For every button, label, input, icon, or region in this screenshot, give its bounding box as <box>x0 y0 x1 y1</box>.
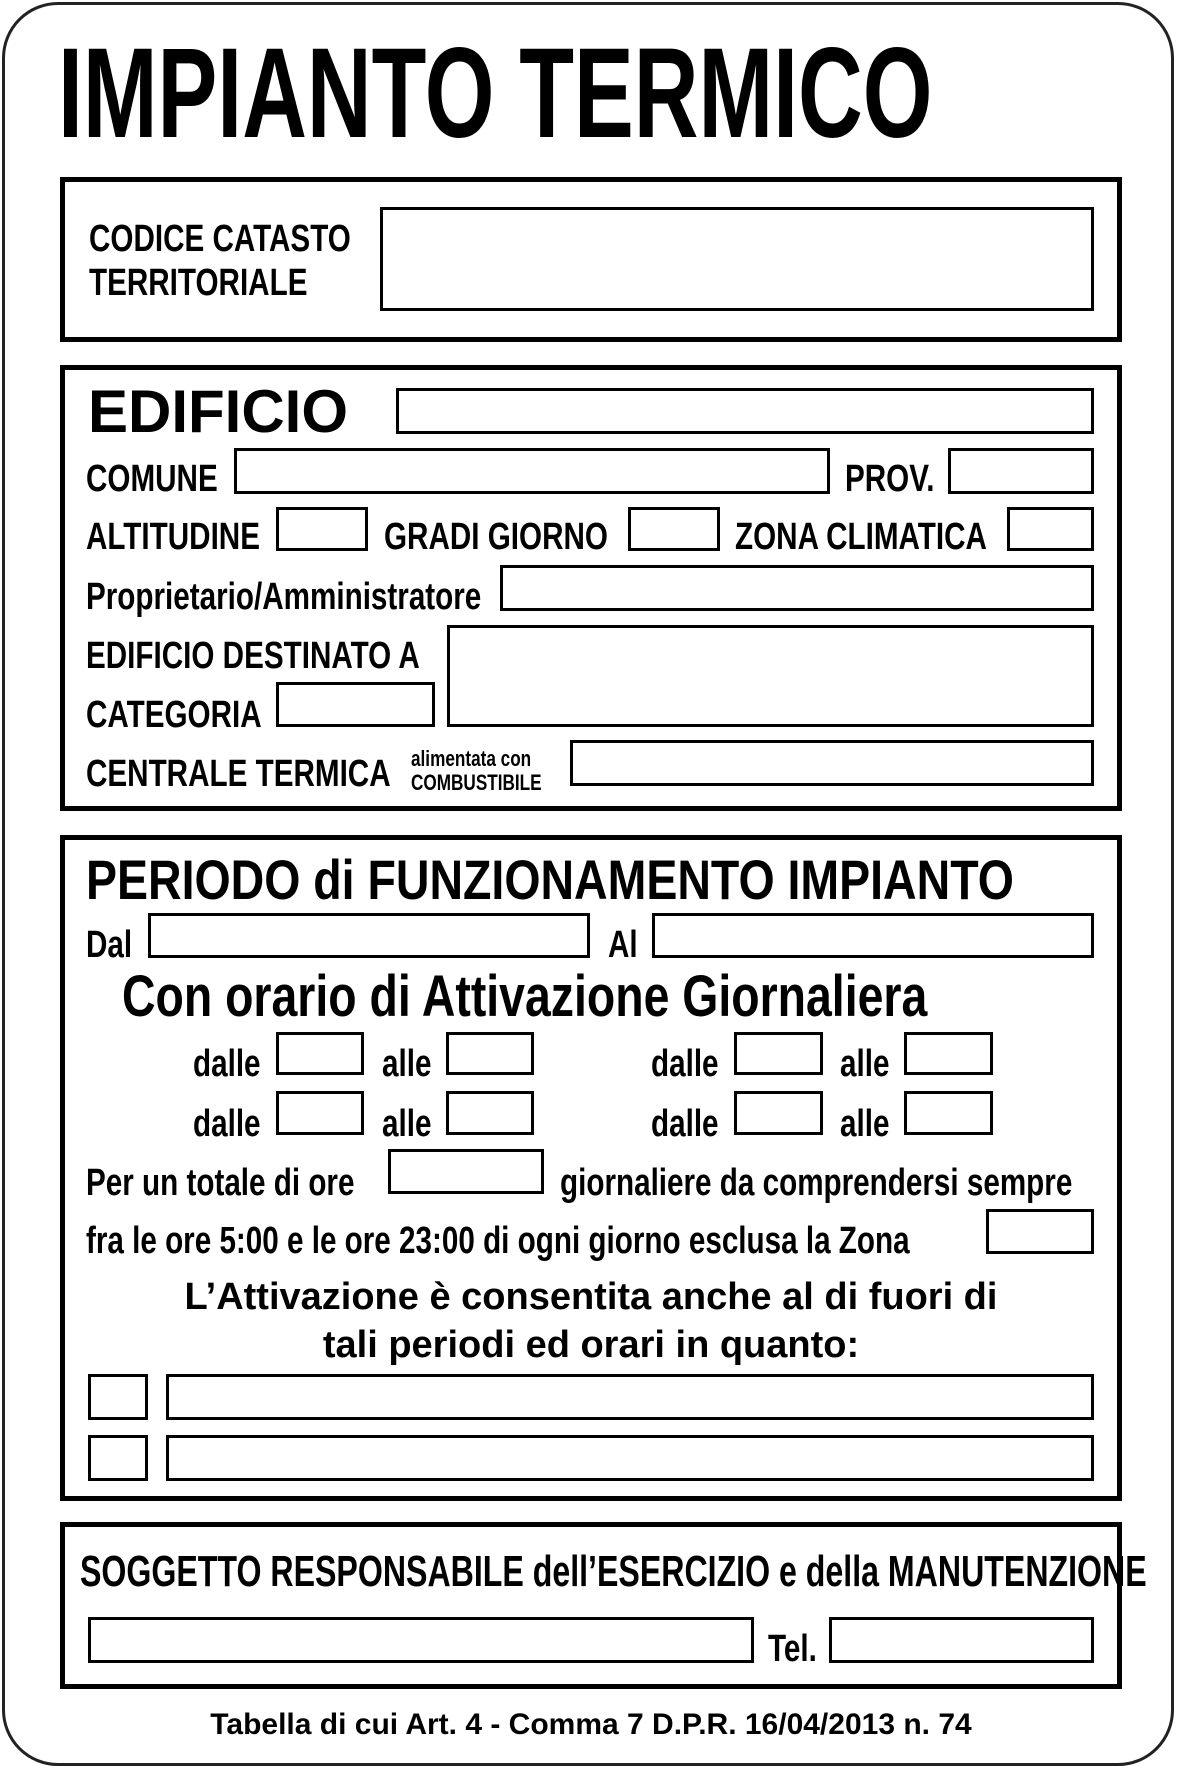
dalle-label: dalle <box>193 1043 261 1085</box>
alle-input[interactable] <box>904 1091 993 1135</box>
orario-heading: Con orario di Attivazione Giornaliera <box>122 964 928 1029</box>
al-input[interactable] <box>652 913 1094 958</box>
fra-le-ore-label: fra le ore 5:00 e le ore 23:00 di ogni giorno esclusa la Zona <box>86 1220 910 1262</box>
centrale-termica-label: CENTRALE TERMICA <box>86 753 391 795</box>
alle-input[interactable] <box>446 1032 534 1075</box>
footer-reference: Tabella di cui Art. 4 - Comma 7 D.P.R. 16/04/2013 n. 74 <box>210 1708 972 1741</box>
prov-input[interactable] <box>948 448 1094 494</box>
attivazione-line2: tali periodi ed orari in quanto: <box>322 1324 860 1366</box>
dalle-input[interactable] <box>276 1032 364 1075</box>
page-title: IMPIANTO TERMICO <box>58 22 933 165</box>
edificio-name-input[interactable] <box>396 388 1094 434</box>
dal-input[interactable] <box>148 913 590 958</box>
motivo-checkbox[interactable] <box>88 1435 148 1481</box>
alle-label: alle <box>840 1103 890 1145</box>
dalle-label: dalle <box>651 1103 719 1145</box>
destinato-input[interactable] <box>447 625 1094 727</box>
destinato-label: EDIFICIO DESTINATO A <box>86 635 420 677</box>
catasto-label-line2: TERRITORIALE <box>89 262 308 304</box>
dalle-input[interactable] <box>734 1091 823 1135</box>
gradi-giorno-input[interactable] <box>628 507 720 551</box>
al-label: Al <box>608 924 638 966</box>
altitudine-input[interactable] <box>276 507 368 551</box>
alle-label: alle <box>382 1103 432 1145</box>
catasto-input[interactable] <box>380 207 1094 311</box>
zona-climatica-label: ZONA CLIMATICA <box>735 516 987 558</box>
alle-input[interactable] <box>904 1032 993 1075</box>
tel-input[interactable] <box>829 1617 1094 1663</box>
comune-label: COMUNE <box>86 458 218 500</box>
categoria-input[interactable] <box>276 682 435 727</box>
comune-input[interactable] <box>234 448 830 494</box>
zona-climatica-input[interactable] <box>1007 507 1094 551</box>
alimentata-label: alimentata con <box>411 746 532 771</box>
alle-label: alle <box>840 1043 890 1085</box>
categoria-label: CATEGORIA <box>86 694 262 736</box>
alle-label: alle <box>382 1043 432 1085</box>
totale-ore-input[interactable] <box>388 1149 544 1194</box>
proprietario-label: Proprietario/Amministratore <box>86 576 482 618</box>
zona-esclusa-input[interactable] <box>986 1209 1094 1254</box>
giornaliere-label: giornaliere da comprendersi sempre <box>560 1162 1073 1204</box>
soggetto-heading: SOGGETTO RESPONSABILE dell’ESERCIZIO e della MANUTENZIONE <box>80 1547 1147 1596</box>
gradi-giorno-label: GRADI GIORNO <box>384 516 608 558</box>
responsabile-input[interactable] <box>88 1617 754 1663</box>
catasto-label-line1: CODICE CATASTO <box>89 218 351 260</box>
proprietario-input[interactable] <box>500 565 1094 611</box>
dalle-label: dalle <box>651 1043 719 1085</box>
altitudine-label: ALTITUDINE <box>86 516 260 558</box>
motivo-input[interactable] <box>166 1374 1094 1420</box>
dalle-input[interactable] <box>276 1091 364 1135</box>
edificio-heading: EDIFICIO <box>88 378 349 445</box>
combustibile-input[interactable] <box>570 740 1094 786</box>
periodo-heading: PERIODO di FUNZIONAMENTO IMPIANTO <box>86 848 1014 911</box>
motivo-input[interactable] <box>166 1435 1094 1481</box>
attivazione-line1: L’Attivazione è consentita anche al di fuori di <box>184 1276 998 1318</box>
combustibile-label: COMBUSTIBILE <box>411 770 542 795</box>
alle-input[interactable] <box>446 1091 534 1135</box>
dalle-input[interactable] <box>734 1032 823 1075</box>
dalle-label: dalle <box>193 1103 261 1145</box>
prov-label: PROV. <box>845 458 935 500</box>
tel-label: Tel. <box>768 1628 817 1670</box>
dal-label: Dal <box>86 924 133 966</box>
motivo-checkbox[interactable] <box>88 1374 148 1420</box>
totale-ore-label: Per un totale di ore <box>86 1162 355 1204</box>
